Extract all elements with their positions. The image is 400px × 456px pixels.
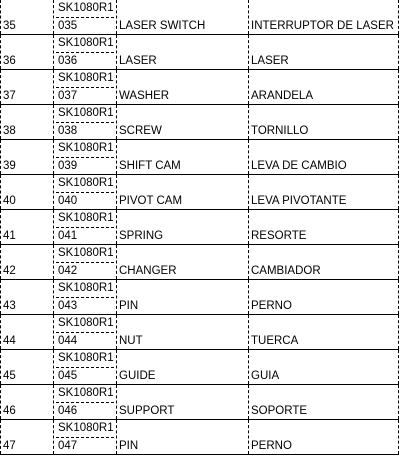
item-number: 47 [3,440,16,452]
spanish-name: PERNO [251,440,292,452]
part-code-suffix: 046 [58,405,78,417]
part-code-cell [54,315,117,350]
spanish-name: RESORTE [251,230,307,242]
spanish-name-cell [249,175,399,210]
english-name: GUIDE [119,370,156,382]
part-code-cell [54,140,117,175]
part-code-suffix: 047 [58,440,78,452]
english-name: SCREW [119,125,162,137]
part-code-prefix: SK1080R1 [56,315,114,333]
table-row [1,315,399,350]
part-code-cell [54,210,117,245]
part-code-cell [54,35,117,70]
spanish-name: ARANDELA [251,90,313,102]
spanish-name-cell [249,0,399,35]
table-row [1,385,399,420]
item-number: 42 [3,265,16,277]
english-name-cell [117,175,249,210]
item-number: 35 [3,20,16,32]
item-number: 46 [3,405,16,417]
english-name: NUT [119,335,143,347]
spanish-name: LEVA DE CAMBIO [251,160,347,172]
item-number-cell [1,210,54,245]
english-name-cell [117,140,249,175]
item-number: 44 [3,335,16,347]
item-number: 40 [3,195,16,207]
english-name-cell [117,315,249,350]
spanish-name: LASER [251,55,289,67]
part-code-prefix: SK1080R1 [56,140,114,158]
english-name: PIN [119,440,139,452]
table-row [1,140,399,175]
item-number-cell [1,315,54,350]
part-code-cell [54,70,117,105]
spanish-name-cell [249,245,399,280]
part-code-suffix: 040 [58,195,78,207]
item-number: 43 [3,300,16,312]
part-code-cell [54,245,117,280]
part-code-suffix: 043 [58,300,78,312]
table-row [1,245,399,280]
english-name-cell [117,350,249,385]
part-code-prefix: SK1080R1 [56,245,114,263]
english-name: WASHER [119,90,170,102]
item-number: 45 [3,370,16,382]
item-number-cell [1,385,54,420]
spanish-name-cell [249,420,399,455]
item-number-cell [1,350,54,385]
part-code-suffix: 038 [58,125,78,137]
part-code-suffix: 037 [58,90,78,102]
table-row [1,350,399,385]
item-number-cell [1,175,54,210]
part-code-prefix: SK1080R1 [56,350,114,368]
english-name-cell [117,0,249,35]
table-row [1,0,399,35]
item-number-cell [1,35,54,70]
part-code-prefix: SK1080R1 [56,385,114,403]
item-number-cell [1,70,54,105]
part-code-cell [54,280,117,315]
table-row [1,280,399,315]
item-number-cell [1,140,54,175]
english-name: PIVOT CAM [119,195,183,207]
part-code-cell [54,350,117,385]
part-code-cell [54,0,117,35]
item-number: 41 [3,230,16,242]
item-number-cell [1,105,54,140]
spanish-name: LEVA PIVOTANTE [251,195,347,207]
spanish-name-cell [249,315,399,350]
english-name-cell [117,280,249,315]
english-name-cell [117,70,249,105]
part-code-suffix: 044 [58,335,78,347]
table-row [1,210,399,245]
part-code-suffix: 042 [58,265,78,277]
parts-table-body [1,0,399,455]
english-name-cell [117,105,249,140]
part-code-prefix: SK1080R1 [56,105,114,123]
spanish-name-cell [249,280,399,315]
item-number-cell [1,245,54,280]
spanish-name: CAMBIADOR [251,265,321,277]
spanish-name-cell [249,35,399,70]
english-name: PIN [119,300,139,312]
part-code-suffix: 036 [58,55,78,67]
part-code-suffix: 041 [58,230,78,242]
english-name: SUPPORT [119,405,175,417]
english-name-cell [117,385,249,420]
table-row [1,35,399,70]
part-code-prefix: SK1080R1 [56,0,114,18]
spanish-name-cell [249,140,399,175]
item-number-cell [1,420,54,455]
spanish-name-cell [249,70,399,105]
english-name-cell [117,245,249,280]
spanish-name: PERNO [251,300,292,312]
part-code-prefix: SK1080R1 [56,175,114,193]
spanish-name: GUIA [251,370,280,382]
part-code-cell [54,105,117,140]
english-name-cell [117,420,249,455]
english-name-cell [117,210,249,245]
spanish-name: TORNILLO [251,125,309,137]
table-row [1,175,399,210]
part-code-cell [54,385,117,420]
spanish-name-cell [249,385,399,420]
part-code-suffix: 045 [58,370,78,382]
item-number: 38 [3,125,16,137]
english-name: SHIFT CAM [119,160,181,172]
spanish-name: INTERRUPTOR DE LASER [251,20,394,32]
part-code-prefix: SK1080R1 [56,280,114,298]
part-code-prefix: SK1080R1 [56,420,114,438]
spanish-name: TUERCA [251,335,299,347]
item-number-cell [1,280,54,315]
item-number: 37 [3,90,16,102]
part-code-prefix: SK1080R1 [56,70,114,88]
item-number-cell [1,0,54,35]
spanish-name-cell [249,350,399,385]
spanish-name-cell [249,210,399,245]
item-number: 36 [3,55,16,67]
part-code-cell [54,175,117,210]
table-row [1,420,399,455]
english-name: CHANGER [119,265,177,277]
table-row [1,105,399,140]
item-number: 39 [3,160,16,172]
part-code-cell [54,420,117,455]
english-name: SPRING [119,230,164,242]
part-code-suffix: 035 [58,20,78,32]
part-code-prefix: SK1080R1 [56,210,114,228]
spanish-name-cell [249,105,399,140]
part-code-prefix: SK1080R1 [56,35,114,53]
spanish-name: SOPORTE [251,405,308,417]
part-code-suffix: 039 [58,160,78,172]
english-name-cell [117,35,249,70]
english-name: LASER [119,55,157,67]
table-row [1,70,399,105]
english-name: LASER SWITCH [119,20,206,32]
